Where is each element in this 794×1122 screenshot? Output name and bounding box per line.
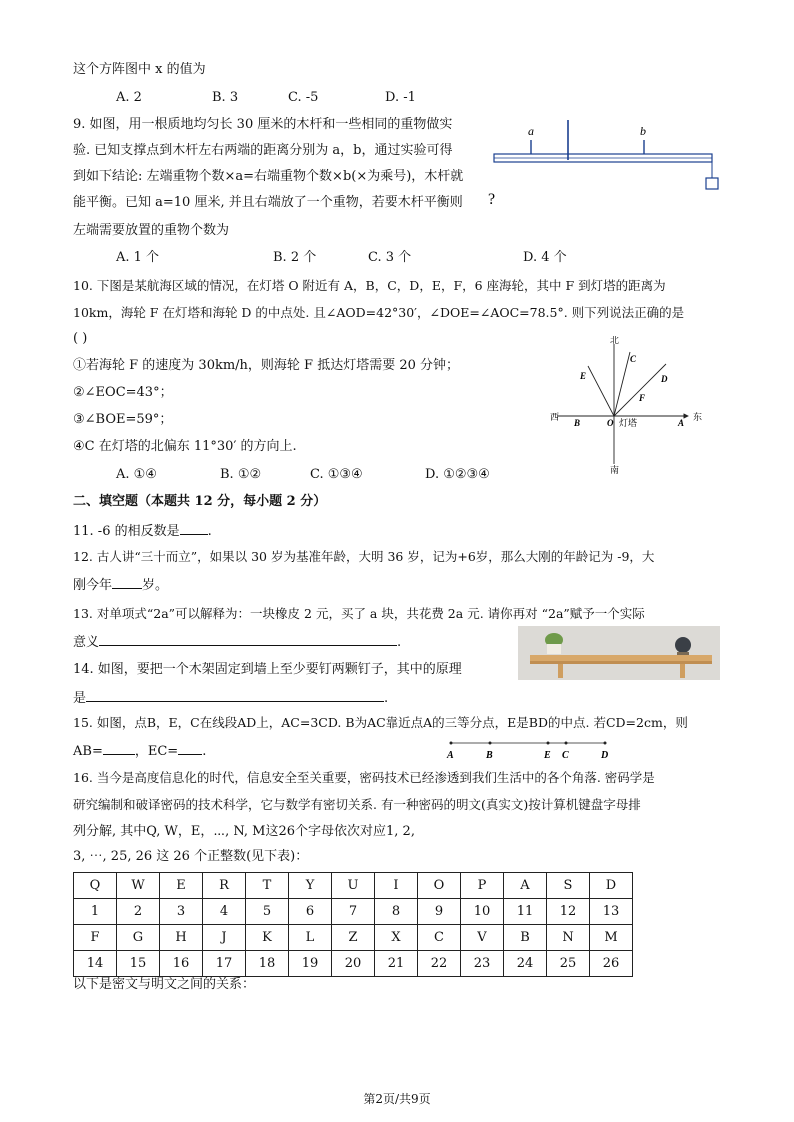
table-cell: G — [117, 925, 160, 951]
point-e — [547, 742, 550, 745]
label-d: D — [661, 374, 668, 384]
table-cell: 26 — [590, 951, 633, 977]
table-cell: S — [547, 873, 590, 899]
table-cell: V — [461, 925, 504, 951]
svg-text:D: D — [601, 750, 609, 761]
q10-compass-figure — [548, 336, 708, 474]
table-cell: 4 — [203, 899, 246, 925]
point-d — [604, 742, 607, 745]
label-north: 北 — [610, 336, 620, 346]
table-cell: J — [203, 925, 246, 951]
table-cell: Y — [289, 873, 332, 899]
q9-line-2: 验. 已知支撑点到木杆左右两端的距离分别为 a，b，通过实验可得 — [73, 143, 453, 158]
q12-line-2: 刚今年 岁。 — [73, 574, 723, 596]
table-cell: R — [203, 873, 246, 899]
table-cell: U — [332, 873, 375, 899]
q9-line-4: 能平衡。已知 a=10 厘米, 并且右端放了一个重物，若要木杆平衡则 — [73, 195, 463, 210]
q8-option-c[interactable]: C. -5 — [288, 90, 319, 105]
table-row — [74, 951, 633, 977]
table-cell: 21 — [375, 951, 418, 977]
label-question: ? — [488, 191, 496, 208]
q10-statement-4: ④C 在灯塔的北偏东 11°30′ 的方向上. — [73, 439, 297, 454]
q10-option-c[interactable]: C. ①③④ — [310, 467, 363, 482]
table-cell: 6 — [289, 899, 332, 925]
q9-line-5: 左端需要放置的重物个数为 — [73, 223, 230, 238]
table-cell: P — [461, 873, 504, 899]
label-b: B — [574, 418, 581, 428]
q11: 11. -6 的相反数是 . — [73, 520, 723, 542]
table-cell: N — [547, 925, 590, 951]
label-east: 东 — [693, 413, 703, 423]
q8-option-b[interactable]: B. 3 — [212, 90, 239, 105]
table-cell: H — [160, 925, 203, 951]
svg-text:E: E — [544, 750, 551, 761]
q10-option-d[interactable]: D. ①②③④ — [425, 467, 490, 482]
q9-option-a[interactable]: A. 1 个 — [116, 250, 160, 265]
q15-ec-blank[interactable] — [178, 740, 202, 755]
q8-stem-tail: 这个方阵图中 x 的值为 — [73, 62, 206, 77]
table-cell: 13 — [590, 899, 633, 925]
page-footer: 第2页/共9页 — [363, 1092, 431, 1106]
q9-option-d[interactable]: D. 4 个 — [523, 250, 567, 265]
table-cell: E — [160, 873, 203, 899]
table-cell: 16 — [160, 951, 203, 977]
table-cell: 8 — [375, 899, 418, 925]
table-cell: M — [590, 925, 633, 951]
q14-answer-blank[interactable] — [86, 687, 384, 702]
q10-line-3: ( ) — [73, 331, 88, 346]
section-2-title: 二、填空题（本题共 12 分，每小题 2 分） — [73, 494, 327, 509]
q16-line-4: 3, ⋯, 25, 26 这 26 个正整数(见下表)： — [73, 849, 309, 864]
svg-text:A: A — [447, 750, 454, 761]
table-cell: C — [418, 925, 461, 951]
table-cell: B — [504, 925, 547, 951]
point-a — [450, 742, 453, 745]
q9-option-b[interactable]: B. 2 个 — [273, 250, 317, 265]
ray-oc — [614, 352, 630, 416]
table-cell: D — [590, 873, 633, 899]
q16-line-3: 列分解, 其中Q, W，E，⋯, N, M这26个字母依次对应1, 2, — [73, 824, 415, 839]
table-cell: K — [246, 925, 289, 951]
table-cell: 17 — [203, 951, 246, 977]
q16-line-2: 研究编制和破译密码的技术科学，它与数学有密切关系. 有一种密码的明文(真实文)按计算机键盘字母排 — [73, 797, 641, 812]
q15-line-1: 15. 如图，点B，E，C在线段AD上，AC=3CD. B为AC靠近点A的三等分点，E是BD的中点. 若CD=2cm，则 — [73, 715, 688, 730]
table-cell: A — [504, 873, 547, 899]
q10-line-1: 10. 下图是某航海区域的情况，在灯塔 O 附近有 A，B，C，D，E，F，6 座海轮，其中 F 到灯塔的距离为 — [73, 278, 666, 293]
table-cell: 23 — [461, 951, 504, 977]
table-cell: I — [375, 873, 418, 899]
q9-lever-figure — [486, 118, 726, 210]
cipher-table — [73, 872, 633, 977]
q8-option-a[interactable]: A. 2 — [116, 90, 142, 105]
q10-option-b[interactable]: B. ①② — [220, 467, 262, 482]
q15-segment-figure — [440, 734, 620, 762]
table-row — [74, 899, 633, 925]
table-cell: Q — [74, 873, 117, 899]
point-c — [565, 742, 568, 745]
svg-text:B: B — [486, 750, 493, 761]
right-weight — [706, 178, 718, 189]
q16-line-1: 16. 当今是高度信息化的时代，信息安全至关重要，密码技术已经渗透到我们生活中的各个角落. 密码学是 — [73, 770, 655, 785]
q12-line-1: 12. 古人讲“三十而立”，如果以 30 岁为基准年龄，大明 36 岁，记为+6岁，那么大刚的年龄记为 -9，大 — [73, 549, 655, 564]
label-c: C — [630, 354, 637, 364]
label-a: a — [528, 124, 534, 138]
label-o: O — [607, 418, 614, 428]
table-row — [74, 925, 633, 951]
ray-oe — [588, 366, 614, 416]
table-cell: 18 — [246, 951, 289, 977]
q13-line-1: 13. 对单项式“2a”可以解释为：一块橡皮 2 元，买了 a 块，共花费 2a 元. 请你再对 “2a”赋予一个实际 — [73, 606, 645, 621]
q10-statement-3: ③∠BOE=59°； — [73, 412, 173, 427]
q11-answer-blank[interactable] — [180, 520, 208, 535]
after-table-text: 以下是密文与明文之间的关系： — [73, 977, 256, 992]
ray-od — [614, 364, 666, 416]
q14-line-2: 是 . — [73, 687, 723, 709]
q8-option-d[interactable]: D. -1 — [385, 90, 416, 105]
label-e: E — [580, 371, 587, 381]
table-cell: 1 — [74, 899, 117, 925]
table-cell: F — [74, 925, 117, 951]
table-cell: 15 — [117, 951, 160, 977]
table-cell: X — [375, 925, 418, 951]
table-cell: 22 — [418, 951, 461, 977]
q13-line-2: 意义 . — [73, 631, 723, 653]
table-cell: 24 — [504, 951, 547, 977]
svg-text:C: C — [562, 750, 569, 761]
label-south: 南 — [610, 466, 620, 474]
q10-statement-2: ②∠EOC=43°； — [73, 385, 173, 400]
table-cell: 9 — [418, 899, 461, 925]
q14-line-1: 14. 如图，要把一个木架固定到墙上至少要钉两颗钉子，其中的原理 — [73, 662, 462, 677]
table-cell: 5 — [246, 899, 289, 925]
label-lighthouse: 灯塔 — [619, 419, 638, 429]
point-b — [489, 742, 492, 745]
table-cell: 20 — [332, 951, 375, 977]
label-b: b — [640, 124, 646, 138]
table-cell: Z — [332, 925, 375, 951]
table-cell: 3 — [160, 899, 203, 925]
q11-text: 11. -6 的相反数是 — [73, 524, 180, 539]
table-cell: L — [289, 925, 332, 951]
table-cell: 12 — [547, 899, 590, 925]
table-cell: 19 — [289, 951, 332, 977]
table-cell: O — [418, 873, 461, 899]
q9-line-1: 9. 如图，用一根质地均匀长 30 厘米的木杆和一些相同的重物做实 — [73, 117, 453, 132]
q10-statement-1: ①若海轮 F 的速度为 30km/h，则海轮 F 抵达灯塔需要 20 分钟； — [73, 358, 460, 373]
table-cell: W — [117, 873, 160, 899]
q13-answer-blank[interactable] — [99, 631, 397, 646]
table-cell: 14 — [74, 951, 117, 977]
table-cell: 2 — [117, 899, 160, 925]
q10-line-2: 10km，海轮 F 在灯塔和海轮 D 的中点处. 且∠AOD=42°30′，∠DOE=∠AOC=78.5°. 则下列说法正确的是 — [73, 305, 685, 320]
label-f: F — [639, 393, 646, 403]
table-cell: T — [246, 873, 289, 899]
q12-answer-blank[interactable] — [112, 574, 142, 589]
q15-line-2: AB= ，EC= . — [73, 740, 723, 762]
table-cell: 25 — [547, 951, 590, 977]
q15-ab-blank[interactable] — [103, 740, 135, 755]
q10-option-a[interactable]: A. ①④ — [116, 467, 157, 482]
table-cell: 10 — [461, 899, 504, 925]
q9-line-3: 到如下结论: 左端重物个数×a=右端重物个数×b(×为乘号)，木杆就 — [73, 169, 464, 184]
table-cell: 11 — [504, 899, 547, 925]
table-row — [74, 873, 633, 899]
label-a: A — [678, 418, 685, 428]
q9-option-c[interactable]: C. 3 个 — [368, 250, 412, 265]
table-cell: 7 — [332, 899, 375, 925]
label-west: 西 — [550, 413, 560, 423]
